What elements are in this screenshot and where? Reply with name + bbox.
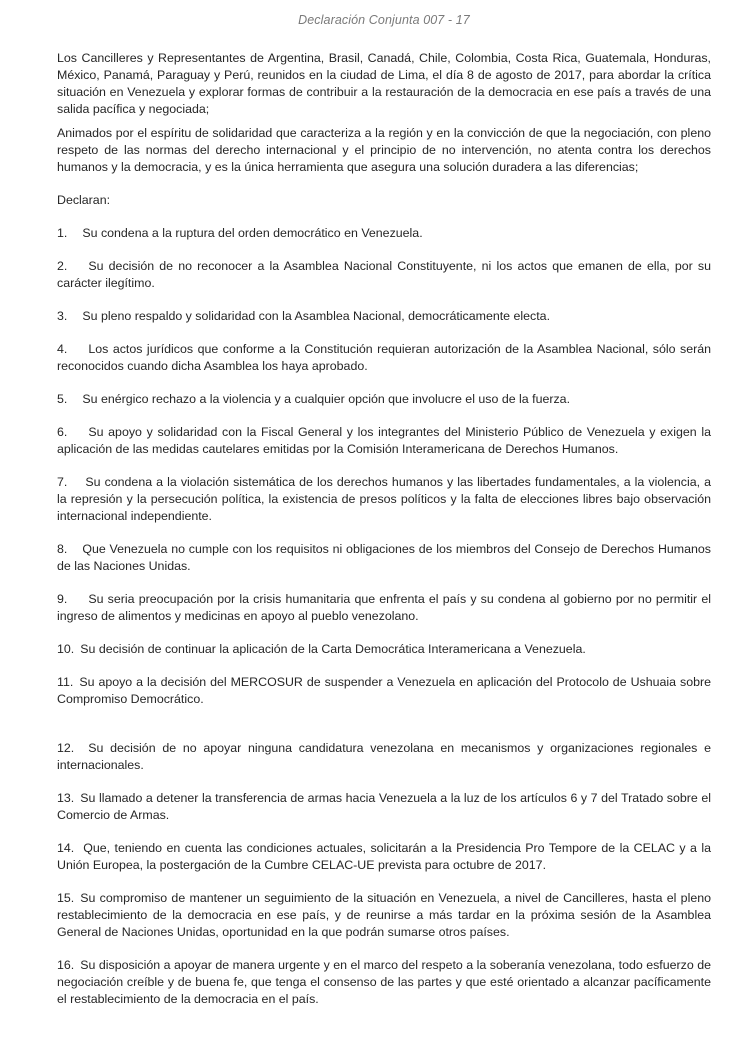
declaration-item-6: [57, 424, 711, 458]
item-number: 6.: [57, 425, 68, 439]
item-number: 14.: [57, 841, 75, 855]
item-text: Su decisión de no apoyar ninguna candidatura venezolana en mecanismos y organizaciones regionales e internacionales.: [57, 741, 711, 772]
declaration-item-10: [57, 641, 711, 658]
declaration-item-4: [57, 341, 711, 375]
item-text: Su condena a la violación sistemática de los derechos humanos y las libertades fundamentales, a la violencia, a la represión y la persecución política, la existencia de presos políticos y la falta de elecciones libres bajo observación internacional independiente.: [57, 475, 711, 523]
item-number: 10.: [57, 642, 75, 656]
item-number: 11.: [57, 675, 74, 689]
item-number: 1.: [57, 226, 68, 240]
item-number: 3.: [57, 309, 68, 323]
item-text: Que Venezuela no cumple con los requisitos ni obligaciones de los miembros del Consejo de Derechos Humanos de las Naciones Unidas.: [57, 542, 711, 573]
item-text: Su condena a la ruptura del orden democrático en Venezuela.: [82, 226, 423, 240]
declaration-item-13: [57, 790, 711, 824]
item-text: Su disposición a apoyar de manera urgente y en el marco del respeto a la soberanía venezolana, todo esfuerzo de negociación creíble y de buena fe, que tenga el consenso de las partes y que esté orientado a alcanzar pacíficamente el restablecimiento de la democracia en el país.: [57, 958, 711, 1006]
intro-paragraph-2: Animados por el espíritu de solidaridad que caracteriza a la región y en la convicción de que la negociación, con pleno respeto de las normas del derecho internacional y el principio de no intervención, no atenta contra los derechos humanos y la democracia, y es la única herramienta que asegura una solución duradera a las diferencias;: [57, 126, 711, 174]
item-number: 16.: [57, 958, 75, 972]
item-number: 4.: [57, 342, 68, 356]
item-text: Su enérgico rechazo a la violencia y a cualquier opción que involucre el uso de la fuerza.: [82, 392, 571, 406]
item-text: Que, teniendo en cuenta las condiciones actuales, solicitarán a la Presidencia Pro Tempore de la CELAC y a la Unión Europea, la postergación de la Cumbre CELAC-UE prevista para octubre de 2017.: [57, 841, 711, 872]
declaration-item-16: [57, 957, 711, 1008]
item-number: 5.: [57, 392, 68, 406]
item-number: 2.: [57, 259, 68, 273]
declaration-item-11: [57, 674, 711, 708]
item-number: 8.: [57, 542, 68, 556]
item-number: 15.: [57, 891, 75, 905]
item-number: 7.: [57, 475, 68, 489]
item-text: Su decisión de no reconocer a la Asamblea Nacional Constituyente, ni los actos que emanen de ella, por su carácter ilegítimo.: [57, 259, 711, 290]
item-text: Su seria preocupación por la crisis humanitaria que enfrenta el país y su condena al gobierno por no permitir el ingreso de alimentos y medicinas en apoyo al pueblo venezolano.: [57, 592, 711, 623]
intro-paragraph-1: Los Cancilleres y Representantes de Argentina, Brasil, Canadá, Chile, Colombia, Costa Rica, Guatemala, Honduras, México, Panamá, Paraguay y Perú, reunidos en la ciudad de Lima, el día 8 de agosto de 2017, para abordar la crítica situación en Venezuela y explorar formas de contribuir a la restauración de la democracia en ese país a través de una salida pacífica y negociada;: [57, 51, 711, 116]
item-text: Los actos jurídicos que conforme a la Constitución requieran autorización de la Asamblea Nacional, sólo serán reconocidos cuando dicha Asamblea los haya aprobado.: [57, 342, 711, 373]
declaration-item-2: [57, 258, 711, 292]
declaration-item-3: [57, 308, 711, 325]
item-text: Su decisión de continuar la aplicación de la Carta Democrática Interamericana a Venezuela.: [80, 642, 586, 656]
declaration-item-7: [57, 474, 711, 525]
declaration-item-14: [57, 840, 711, 874]
item-number: 13.: [57, 791, 75, 805]
declaration-item-5: [57, 391, 711, 408]
item-text: Su apoyo a la decisión del MERCOSUR de suspender a Venezuela en aplicación del Protocolo de Ushuaia sobre Compromiso Democrático.: [57, 675, 711, 706]
declaran-heading: Declaran:: [57, 193, 111, 207]
document-header-title: Declaración Conjunta 007 - 17: [298, 13, 470, 27]
item-text: Su pleno respaldo y solidaridad con la Asamblea Nacional, democráticamente electa.: [82, 309, 551, 323]
declaration-item-9: [57, 591, 711, 625]
declaration-item-1: [57, 225, 711, 242]
declaration-item-8: [57, 541, 711, 575]
item-number: 12.: [57, 741, 75, 755]
item-text: Su llamado a detener la transferencia de armas hacia Venezuela a la luz de los artículos 6 y 7 del Tratado sobre el Comercio de Armas.: [57, 791, 711, 822]
item-text: Su apoyo y solidaridad con la Fiscal General y los integrantes del Ministerio Público de Venezuela y exigen la aplicación de las medidas cautelares emitidas por la Comisión Interamericana de Derechos Humanos.: [57, 425, 711, 456]
item-number: 9.: [57, 592, 68, 606]
item-text: Su compromiso de mantener un seguimiento de la situación en Venezuela, a nivel de Cancilleres, hasta el pleno restablecimiento de la democracia en ese país, y de reunirse a más tardar en la próxima sesión de la Asamblea General de Naciones Unidas, oportunidad en la que podrán sumarse otros países.: [57, 891, 711, 939]
declaration-item-15: [57, 890, 711, 941]
declaration-item-12: [57, 740, 711, 774]
